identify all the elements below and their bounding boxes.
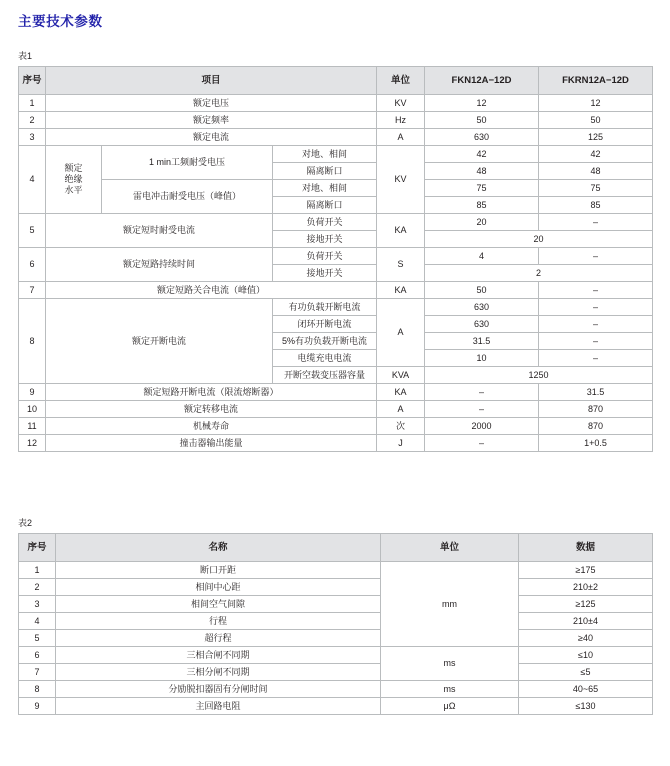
row-value-fkrn: – bbox=[539, 214, 653, 231]
table1-header-no: 序号 bbox=[19, 67, 46, 95]
row-unit: A bbox=[377, 129, 425, 146]
row-unit: ms bbox=[381, 681, 519, 698]
row-condition: 闭环开断电流 bbox=[273, 316, 377, 333]
row-condition: 隔离断口 bbox=[273, 197, 377, 214]
table-row bbox=[19, 579, 653, 596]
row-no: 3 bbox=[19, 129, 46, 146]
row-item: 额定短时耐受电流 bbox=[46, 214, 273, 248]
row-value-fkrn: 85 bbox=[539, 197, 653, 214]
row-item: 额定短路关合电流（峰值） bbox=[46, 282, 377, 299]
row-value-fkn: 85 bbox=[425, 197, 539, 214]
table-row bbox=[19, 401, 653, 418]
row-no: 4 bbox=[19, 613, 56, 630]
row-data: ≥125 bbox=[519, 596, 653, 613]
table2-head bbox=[19, 534, 653, 562]
row-condition: 开断空载变压器容量 bbox=[273, 367, 377, 384]
row-unit: KA bbox=[377, 214, 425, 248]
table-row bbox=[19, 129, 653, 146]
table-row bbox=[19, 596, 653, 613]
row-value-fkn: – bbox=[425, 435, 539, 452]
table-mechanical-parameters bbox=[18, 533, 653, 715]
row-value-fkrn: – bbox=[539, 333, 653, 350]
section-spacer bbox=[18, 452, 652, 498]
row-unit: mm bbox=[381, 562, 519, 647]
row-item: 额定电压 bbox=[46, 95, 377, 112]
table1-header-model-fkn: FKN12A−12D bbox=[425, 67, 539, 95]
row-value-fkn: 20 bbox=[425, 214, 539, 231]
row-value-fkrn: – bbox=[539, 316, 653, 333]
row-name: 断口开距 bbox=[56, 562, 381, 579]
row-item: 额定短路持续时间 bbox=[46, 248, 273, 282]
row-unit: ms bbox=[381, 647, 519, 681]
row-no: 8 bbox=[19, 299, 46, 384]
row-unit: A bbox=[377, 299, 425, 367]
row-item: 额定开断电流 bbox=[46, 299, 273, 384]
table1-header-model-fkrn: FKRN12A−12D bbox=[539, 67, 653, 95]
table2-body bbox=[19, 562, 653, 715]
row-unit: KA bbox=[377, 384, 425, 401]
row-value-merged: 2 bbox=[425, 265, 653, 282]
row-data: ≤10 bbox=[519, 647, 653, 664]
row-no: 7 bbox=[19, 282, 46, 299]
row-value-fkrn: 870 bbox=[539, 418, 653, 435]
row-data: 210±2 bbox=[519, 579, 653, 596]
row-no: 5 bbox=[19, 630, 56, 647]
row-no: 1 bbox=[19, 95, 46, 112]
table-row bbox=[19, 613, 653, 630]
row-condition: 负荷开关 bbox=[273, 248, 377, 265]
row-value-fkn: 31.5 bbox=[425, 333, 539, 350]
row-value-fkn: 75 bbox=[425, 180, 539, 197]
row-value-fkn: 12 bbox=[425, 95, 539, 112]
row-no: 1 bbox=[19, 562, 56, 579]
row-value-fkrn: – bbox=[539, 299, 653, 316]
row-name: 超行程 bbox=[56, 630, 381, 647]
table-row bbox=[19, 248, 653, 265]
row-condition: 接地开关 bbox=[273, 265, 377, 282]
table1-head bbox=[19, 67, 653, 95]
table-row bbox=[19, 698, 653, 715]
table-row bbox=[19, 418, 653, 435]
table-row bbox=[19, 282, 653, 299]
row-value-fkn: 2000 bbox=[425, 418, 539, 435]
row-name: 三相分闸不同期 bbox=[56, 664, 381, 681]
row-condition: 对地、相间 bbox=[273, 180, 377, 197]
row-unit: KA bbox=[377, 282, 425, 299]
row-unit: 次 bbox=[377, 418, 425, 435]
table-row bbox=[19, 180, 653, 197]
row-item: 机械寿命 bbox=[46, 418, 377, 435]
row-no: 10 bbox=[19, 401, 46, 418]
table-row bbox=[19, 435, 653, 452]
row-data: 210±4 bbox=[519, 613, 653, 630]
row-unit: KVA bbox=[377, 367, 425, 384]
row-value-fkrn: – bbox=[539, 350, 653, 367]
row-value-fkrn: 48 bbox=[539, 163, 653, 180]
row-value-fkn: 50 bbox=[425, 282, 539, 299]
row-name: 相间空气间隙 bbox=[56, 596, 381, 613]
row-value-fkn: – bbox=[425, 384, 539, 401]
row-value-merged: 1250 bbox=[425, 367, 653, 384]
row-name: 主回路电阻 bbox=[56, 698, 381, 715]
table-row bbox=[19, 214, 653, 231]
row-value-fkrn: – bbox=[539, 248, 653, 265]
table1-header-item: 项目 bbox=[46, 67, 377, 95]
row-data: 40~65 bbox=[519, 681, 653, 698]
row-no: 4 bbox=[19, 146, 46, 214]
row-item: 额定频率 bbox=[46, 112, 377, 129]
row-no: 12 bbox=[19, 435, 46, 452]
row-name: 行程 bbox=[56, 613, 381, 630]
row-value-fkn: 42 bbox=[425, 146, 539, 163]
row-name: 三相合闸不同期 bbox=[56, 647, 381, 664]
row-unit: A bbox=[377, 401, 425, 418]
table-row bbox=[19, 146, 653, 163]
row-item: 撞击器输出能量 bbox=[46, 435, 377, 452]
row-condition: 5%有功负载开断电流 bbox=[273, 333, 377, 350]
table-row bbox=[19, 630, 653, 647]
row-unit: μΩ bbox=[381, 698, 519, 715]
row-no: 6 bbox=[19, 647, 56, 664]
table1-caption: 表1 bbox=[18, 51, 33, 61]
row-value-fkrn: 1+0.5 bbox=[539, 435, 653, 452]
row-item: 额定短路开断电流（限流熔断器） bbox=[46, 384, 377, 401]
row-value-fkn: 48 bbox=[425, 163, 539, 180]
row-item: 额定转移电流 bbox=[46, 401, 377, 418]
row-condition: 负荷开关 bbox=[273, 214, 377, 231]
row-no: 2 bbox=[19, 112, 46, 129]
row-value-fkrn: 870 bbox=[539, 401, 653, 418]
row-no: 8 bbox=[19, 681, 56, 698]
row-data: ≤130 bbox=[519, 698, 653, 715]
row-value-fkn: 630 bbox=[425, 316, 539, 333]
group-line-2: 绝缘 bbox=[64, 174, 83, 184]
table-row bbox=[19, 95, 653, 112]
group-line-1: 额定 bbox=[64, 163, 83, 173]
row-value-fkn: 50 bbox=[425, 112, 539, 129]
table-row bbox=[19, 299, 653, 316]
row-value-fkn: – bbox=[425, 401, 539, 418]
table2-caption: 表2 bbox=[18, 518, 33, 528]
row-no: 5 bbox=[19, 214, 46, 248]
row-condition: 接地开关 bbox=[273, 231, 377, 248]
row-unit: Hz bbox=[377, 112, 425, 129]
row-test-label: 1 min工频耐受电压 bbox=[102, 146, 273, 180]
row-condition: 有功负载开断电流 bbox=[273, 299, 377, 316]
table1-body bbox=[19, 95, 653, 452]
row-no: 9 bbox=[19, 698, 56, 715]
table2-header-row bbox=[19, 534, 653, 562]
row-unit: J bbox=[377, 435, 425, 452]
row-name: 相间中心距 bbox=[56, 579, 381, 596]
table-row bbox=[19, 384, 653, 401]
row-condition: 电缆充电电流 bbox=[273, 350, 377, 367]
row-value-fkrn: 12 bbox=[539, 95, 653, 112]
row-value-fkrn: 50 bbox=[539, 112, 653, 129]
row-value-fkrn: 31.5 bbox=[539, 384, 653, 401]
row-data: ≥175 bbox=[519, 562, 653, 579]
table1-header-row bbox=[19, 67, 653, 95]
row-no: 9 bbox=[19, 384, 46, 401]
page-title: 主要技术参数 bbox=[18, 14, 103, 29]
row-no: 6 bbox=[19, 248, 46, 282]
row-data: ≤5 bbox=[519, 664, 653, 681]
row-no: 7 bbox=[19, 664, 56, 681]
table2-header-name: 名称 bbox=[56, 534, 381, 562]
row-value-merged: 20 bbox=[425, 231, 653, 248]
table-row bbox=[19, 112, 653, 129]
table2-header-no: 序号 bbox=[19, 534, 56, 562]
row-value-fkrn: 75 bbox=[539, 180, 653, 197]
row-unit: KV bbox=[377, 146, 425, 214]
row-value-fkrn: 125 bbox=[539, 129, 653, 146]
row-test-label: 雷电冲击耐受电压（峰值） bbox=[102, 180, 273, 214]
table2-header-data: 数据 bbox=[519, 534, 653, 562]
table-row bbox=[19, 562, 653, 579]
row-value-fkrn: 42 bbox=[539, 146, 653, 163]
row-condition: 隔离断口 bbox=[273, 163, 377, 180]
table-row bbox=[19, 647, 653, 664]
row-no: 2 bbox=[19, 579, 56, 596]
row-value-fkn: 630 bbox=[425, 299, 539, 316]
row-value-fkn: 4 bbox=[425, 248, 539, 265]
row-value-fkrn: – bbox=[539, 282, 653, 299]
row-condition: 对地、相间 bbox=[273, 146, 377, 163]
row-value-fkn: 630 bbox=[425, 129, 539, 146]
row-item: 额定电流 bbox=[46, 129, 377, 146]
row-no: 3 bbox=[19, 596, 56, 613]
row-no: 11 bbox=[19, 418, 46, 435]
table-row bbox=[19, 664, 653, 681]
table1-header-unit: 单位 bbox=[377, 67, 425, 95]
row-data: ≥40 bbox=[519, 630, 653, 647]
table-main-technical-parameters bbox=[18, 66, 653, 452]
table2-header-unit: 单位 bbox=[381, 534, 519, 562]
row-name: 分励脱扣器固有分闸时间 bbox=[56, 681, 381, 698]
row-unit: S bbox=[377, 248, 425, 282]
row-value-fkn: 10 bbox=[425, 350, 539, 367]
table-row bbox=[19, 681, 653, 698]
row-unit: KV bbox=[377, 95, 425, 112]
row-group-label bbox=[46, 146, 102, 214]
group-line-3: 水平 bbox=[64, 185, 83, 195]
